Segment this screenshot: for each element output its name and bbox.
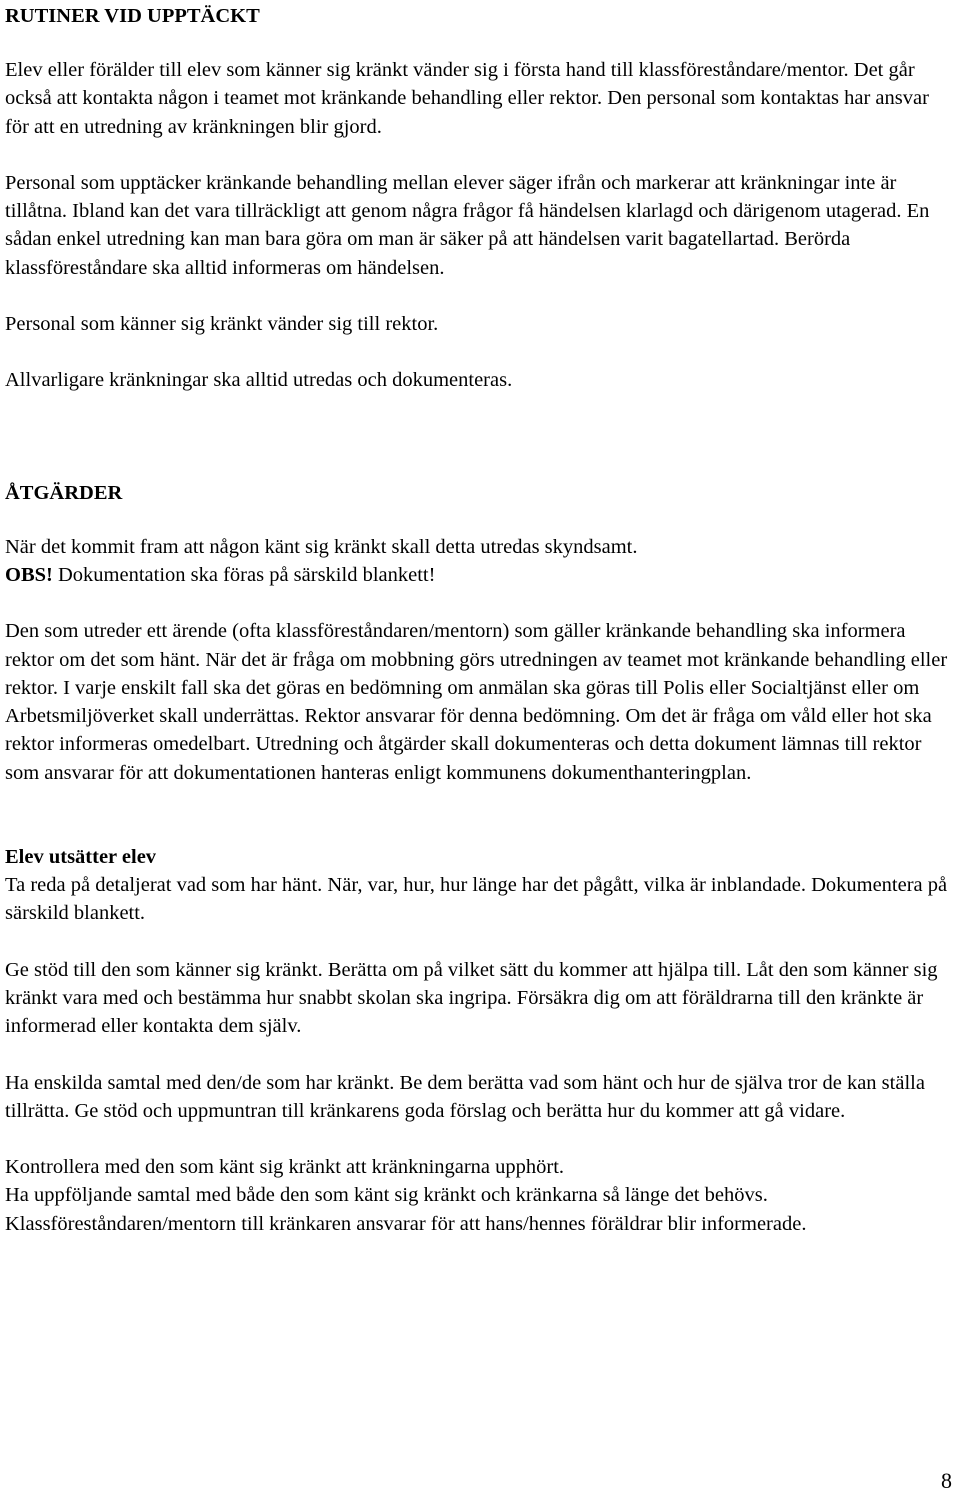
paragraph-serious-cases: Allvarligare kränkningar ska alltid utredas och dokumenteras. [5, 369, 513, 392]
paragraph-staff-discovers: Personal som upptäcker kränkande behandling mellan elever säger ifrån och markerar att kränkningar inte är tillåtna. Ibland kan det vara tillräckligt att genom några frågor få händelsen klarlagd och därigenom utagerad. En sådan enkel utredning kan man bara göra om man är säker på att händelsen varit bagatellartad. Berörda klassföreståndare ska alltid informeras om händelsen. [5, 171, 930, 279]
paragraph-investigator-duties: Den som utreder ett ärende (ofta klassföreståndaren/mentorn) som gäller kränkande behandling ska informera rektor om det som hänt. När det är fråga om mobbning görs utredningen av teamet mot kränkande behandling eller rektor. I varje enskilt fall ska det göras en bedömning om anmälan ska göras till Polis eller Socialtjänst eller om Arbetsmiljöverket skall underrättas. Rektor ansvarar för denna bedömning. Om det är fråga om våld eller hot ska rektor informeras omedelbart. Utredning och åtgärder skall dokumenteras och detta dokument lämnas till rektor som ansvarar för att dokumentationen hanteras enligt kommunens dokumenthanteringplan. [5, 620, 948, 784]
document-page [5, 0, 955, 1238]
obs-label: OBS! [5, 563, 53, 586]
obs-text: Dokumentation ska föras på särskild blankett! [52, 563, 436, 586]
paragraph-follow-up: Ha uppföljande samtal med både den som känt sig kränkt och kränkarna så länge det behövs. [5, 1184, 768, 1207]
paragraph-support: Ge stöd till den som känner sig kränkt. Berätta om på vilket sätt du kommer att hjälpa till. Låt den som känner sig kränkt vara med och bestämma hur snabbt skolan ska ingripa. Försäkra dig om att föräldrarna till den kränkte är informerad eller kontakta dem själv. [5, 958, 938, 1038]
paragraph-staff-offended: Personal som känner sig kränkt vänder sig till rektor. [5, 313, 439, 336]
paragraph-individual-talks: Ha enskilda samtal med den/de som har kränkt. Be dem berätta vad som hänt och hur de själva tror de kan ställa tillrätta. Ge stöd och uppmuntran till kränkarens goda förslag och berätta hur du kommer att gå vidare. [5, 1071, 925, 1122]
paragraph-contact: Elev eller förälder till elev som känner sig kränkt vänder sig i första hand till klassföreståndare/mentor. Det går också att kontakta någon i teamet mot kränkande behandling eller rektor. Den personal som kontaktas har ansvar för att en utredning av kränkningen blir gjord. [5, 59, 929, 138]
paragraph-find-out: Ta reda på detaljerat vad som har hänt. När, var, hur, hur länge har det pågått, vilka är inblandade. Dokumentera på särskild blankett. [5, 874, 948, 925]
section-heading-rutiner: RUTINER VID UPPTÄCKT [5, 5, 260, 27]
paragraph-verify: Kontrollera med den som känt sig kränkt att kränkningarna upphört. [5, 1156, 565, 1179]
page-number: 8 [941, 1468, 952, 1493]
paragraph-investigate: När det kommit fram att någon känt sig kränkt skall detta utredas skyndsamt. [5, 535, 638, 558]
section-heading-elev-utsatter-elev: Elev utsätter elev [5, 846, 157, 869]
section-heading-atgarder: ÅTGÄRDER [5, 481, 123, 504]
paragraph-obs [5, 561, 955, 589]
paragraph-mentor-responsibility: Klassföreståndaren/mentorn till kränkaren ansvarar för att hans/hennes föräldrar blir informerade. [5, 1212, 807, 1235]
